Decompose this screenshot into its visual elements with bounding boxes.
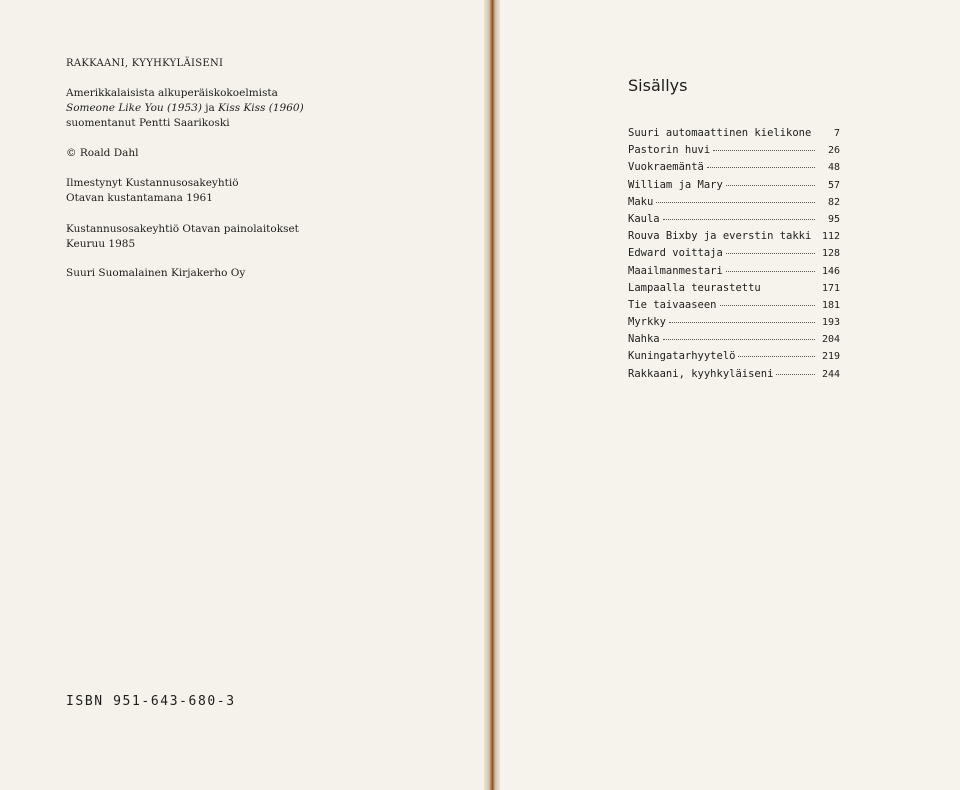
- original-title-2: Kiss Kiss (1960): [218, 102, 304, 114]
- book-gutter: [484, 0, 500, 790]
- toc-entry-page: 193: [821, 317, 840, 329]
- toc-entry-title: Vuokraemäntä: [628, 161, 704, 174]
- toc-entry: [628, 348, 840, 365]
- printing-block: [66, 222, 299, 252]
- toc-entry: [628, 125, 840, 142]
- toc-entry-page: 48: [827, 162, 840, 174]
- toc-entry-page: 146: [821, 265, 840, 277]
- toc-entry-title: William ja Mary: [628, 178, 723, 191]
- toc-entry-title: Rakkaani, kyyhkyläiseni: [628, 367, 774, 380]
- toc-leader-dots: [738, 348, 815, 357]
- toc-entry-page: 7: [833, 128, 840, 139]
- series-title: RAKKAANI, KYYHKYLÄISENI: [66, 58, 224, 69]
- toc-entry-page: 26: [827, 145, 840, 157]
- toc-entry: [628, 194, 840, 211]
- toc-entry-page: 112: [821, 231, 840, 243]
- toc-entry: [628, 263, 840, 280]
- toc-heading: Sisällys: [628, 76, 688, 95]
- credits-line-1: Amerikkalaisista alkuperäiskokoelmista: [66, 87, 278, 99]
- toc-entry-title: Maailmanmestari: [628, 264, 723, 277]
- toc-entry-title: Pastorin huvi: [628, 144, 711, 157]
- toc-leader-dots: [814, 228, 815, 237]
- original-title-1: Someone Like You (1953): [66, 102, 202, 114]
- toc-leader-dots: [663, 331, 815, 340]
- toc-entry-page: 82: [827, 196, 840, 208]
- toc-entry: [628, 159, 840, 176]
- toc-leader-dots: [726, 245, 815, 254]
- toc-entry-title: Edward voittaja: [628, 247, 723, 260]
- toc-entry-page: 57: [827, 179, 840, 191]
- toc-entry-page: 219: [821, 351, 840, 363]
- credits-line-2: [66, 101, 304, 116]
- toc-entry-page: 244: [821, 368, 840, 380]
- right-page: [500, 0, 960, 790]
- toc-leader-dots: [764, 280, 815, 289]
- toc-entry-page: 181: [821, 299, 840, 311]
- toc-entry-title: Maku: [628, 195, 654, 208]
- toc-entry-title: Tie taivaaseen: [628, 298, 717, 311]
- toc-entry-title: Suuri automaattinen kielikone: [628, 127, 812, 139]
- credits-join: ja: [201, 102, 219, 114]
- toc-leader-dots: [663, 211, 815, 220]
- toc-entry: [628, 297, 840, 314]
- publisher-line-1: Ilmestynyt Kustannusosakeyhtiö: [66, 177, 239, 189]
- toc-leader-dots: [713, 142, 815, 151]
- toc-entry: [628, 228, 840, 245]
- toc-entry: [628, 280, 840, 297]
- toc-entry-page: 128: [821, 248, 840, 260]
- toc-entry: [628, 366, 840, 383]
- table-of-contents: [628, 125, 840, 383]
- printing-line-1: Kustannusosakeyhtiö Otavan painolaitokset: [66, 223, 299, 235]
- toc-entry-title: Kaula: [628, 212, 660, 225]
- isbn: ISBN 951-643-680-3: [66, 694, 236, 709]
- toc-entry-title: Lampaalla teurastettu: [628, 281, 761, 294]
- publisher-block: [66, 176, 239, 206]
- toc-leader-dots: [656, 194, 815, 203]
- toc-entry-page: 95: [827, 213, 840, 225]
- toc-entry-page: 171: [821, 282, 840, 294]
- toc-leader-dots: [707, 159, 815, 168]
- toc-leader-dots: [720, 297, 815, 306]
- credits-block: [66, 86, 304, 131]
- toc-entry-title: Nahka: [628, 333, 660, 346]
- publisher-line-2: Otavan kustantamana 1961: [66, 192, 213, 204]
- printer-line: Suuri Suomalainen Kirjakerho Oy: [66, 267, 246, 279]
- toc-leader-dots: [669, 314, 815, 323]
- toc-entry: [628, 142, 840, 159]
- toc-entry: [628, 177, 840, 194]
- copyright-notice: © Roald Dahl: [66, 147, 139, 159]
- toc-entry-title: Rouva Bixby ja everstin takki: [628, 230, 812, 243]
- toc-leader-dots: [726, 263, 815, 272]
- toc-entry: [628, 314, 840, 331]
- toc-leader-dots: [814, 125, 815, 134]
- toc-entry-page: 204: [821, 334, 840, 346]
- toc-entry: [628, 331, 840, 348]
- credits-line-3: suomentanut Pentti Saarikoski: [66, 117, 230, 129]
- toc-entry-title: Kuningatarhyytelö: [628, 350, 736, 363]
- printing-line-2: Keuruu 1985: [66, 238, 136, 250]
- toc-leader-dots: [776, 366, 815, 375]
- toc-entry-title: Myrkky: [628, 316, 666, 329]
- toc-entry: [628, 211, 840, 228]
- toc-leader-dots: [726, 177, 815, 186]
- toc-entry: [628, 245, 840, 262]
